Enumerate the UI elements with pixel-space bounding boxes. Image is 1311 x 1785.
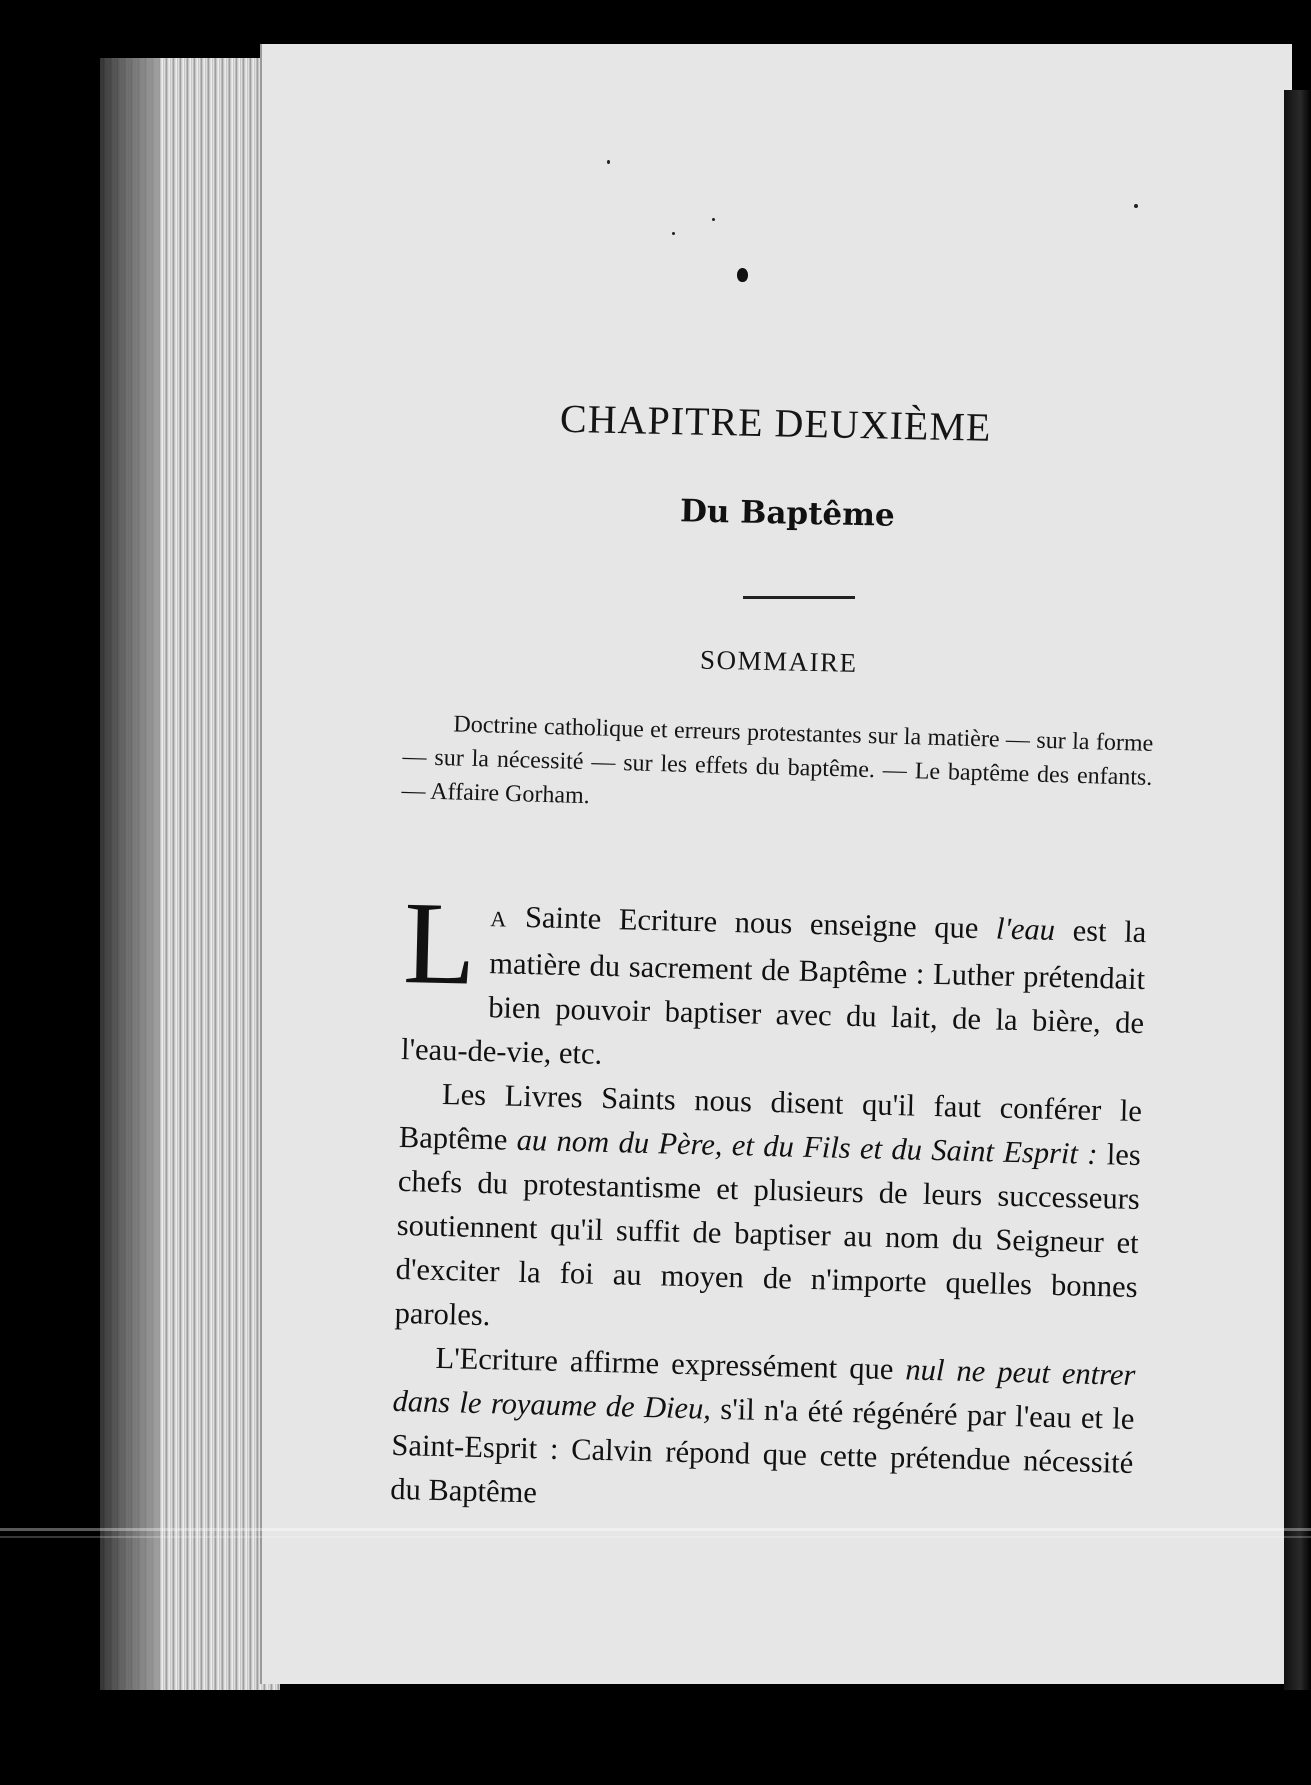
ornament-mark xyxy=(737,268,748,282)
scan-glare-line xyxy=(0,1536,1311,1538)
paragraph-2-text-end: les chefs du protestantisme et plusieurs de leurs successeurs soutiennent qu'il suffit de baptiser au nom du Seigneur et d'exciter la foi au moyen de n'importe quelles bonnes paroles. xyxy=(394,1137,1142,1333)
dust-speck xyxy=(607,160,610,164)
paragraph-1-italic: l'eau xyxy=(995,911,1056,947)
summary-heading: SOMMAIRE xyxy=(699,644,858,678)
paragraph-2-text: Les Livres Saints nous disent qu'il faut conférer le Baptême xyxy=(398,1076,1143,1157)
summary-block xyxy=(401,706,1154,829)
summary-text: Doctrine catholique et erreurs protestantes sur la matière — sur la forme — sur la nécessité — sur les effets du baptême. — Le baptême des enfants. — Affaire Gorham. xyxy=(401,711,1154,810)
paragraph-3-text-end: s'il n'a été régénéré par l'eau et le Saint-Esprit : Calvin répond que cette prétendue nécessité du Baptême xyxy=(389,1391,1135,1510)
dust-speck xyxy=(672,232,675,235)
dust-speck xyxy=(712,218,715,221)
paragraph-3-italic: nul ne peut entrer dans le royaume de Dieu, xyxy=(392,1352,1136,1426)
scan-glare-line xyxy=(0,1528,1311,1531)
chapter-title: CHAPITRE DEUXIÈME xyxy=(559,395,992,450)
paragraph-1 xyxy=(400,877,1147,1089)
paragraph-1-text: Sainte Ecriture nous enseigne que xyxy=(507,899,997,946)
paragraph-2-italic: au nom du Père, et du Fils et du Saint Esprit : xyxy=(516,1122,1098,1171)
chapter-subtitle: Du Baptême xyxy=(679,493,896,534)
title-rule xyxy=(743,596,855,599)
small-cap: A xyxy=(490,906,508,932)
paragraph-3 xyxy=(390,1335,1136,1529)
dust-speck xyxy=(1134,204,1138,208)
paragraph-2 xyxy=(394,1071,1142,1353)
right-edge-shadow xyxy=(1284,90,1311,1700)
paragraph-3-text: L'Ecriture affirme expressément que xyxy=(435,1340,906,1387)
paragraph-1-text-end: est la matière du sacrement de Baptême : Luther prétendait bien pouvoir baptiser avec du lait, de la bière, de l'eau-de-vie, etc. xyxy=(400,912,1147,1071)
binding-shadow xyxy=(100,58,160,1698)
body-text xyxy=(389,877,1147,1529)
bottom-edge xyxy=(96,1690,1311,1785)
drop-cap: L xyxy=(402,877,478,1010)
